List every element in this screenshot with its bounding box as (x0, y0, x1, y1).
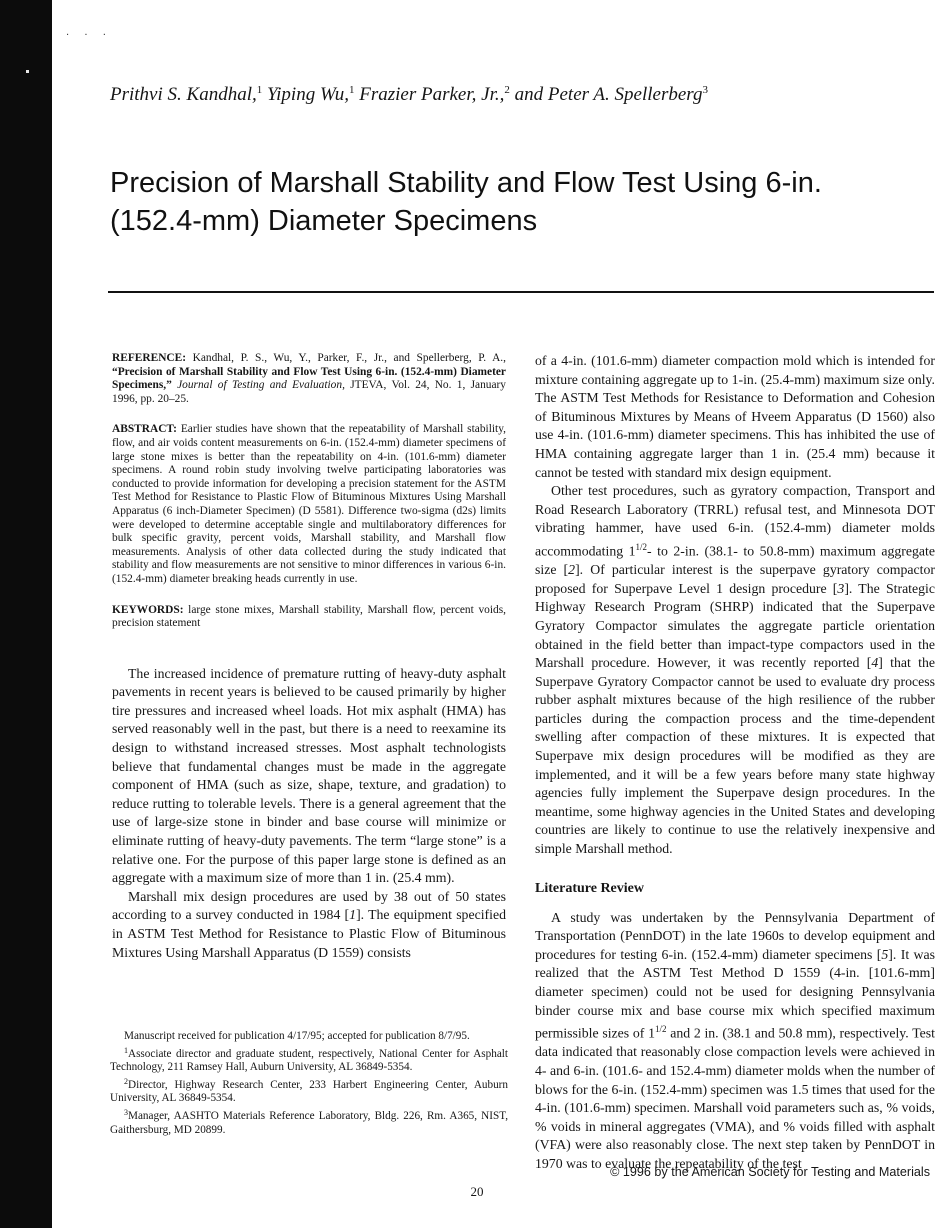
citation-ref: 1 (349, 907, 357, 923)
page-number: 20 (470, 1184, 484, 1199)
binding-speck (26, 70, 29, 73)
footnote-text: Associate director and graduate student, respectively, National Center for Asphalt Technology, 211 Ramsey Hall, Auburn University, AL 36849-5354. (110, 1047, 508, 1074)
paragraph: of a 4-in. (101.6-mm) diameter compaction mold which is intended for mixture containing aggregate up to 1-in. (25.4-mm) maximum size only. The ASTM Test Methods for Resistance to Deformation and Cohesion of Bituminous Mixtures by Means of Hveem Apparatus (D 1560) also use 4-in. (101.6-mm) diameter specimens. This has inhibited the use of HMA containing aggregate larger than 1 in. (25.4 mm) because it cannot be tested with standard mix design equipment. (535, 353, 935, 480)
text-span: Other test procedures, such as gyratory compaction, Transport and Road Research Laboratory (TRRL) refusal test, and Minnesota DOT vibrating hammer, have used 6-in. (152.4-mm) diameter molds accommodating 1 (535, 483, 935, 559)
author-spellerberg: and Peter A. Spellerberg (509, 84, 703, 105)
copyright-notice: © 1996 by the American Society for Testing and Materials (610, 1165, 930, 1179)
footnote-mark: 2 (124, 1076, 128, 1086)
text-span: Marshall mix design procedures are used by 38 out of 50 states according to a survey conducted in 1984 [ (112, 888, 506, 923)
abstract-block (112, 423, 506, 586)
paragraph (535, 909, 935, 1174)
footnote-text: Manager, AASHTO Materials Reference Laboratory, Bldg. 226, Rm. A365, NIST, Gaithersburg, MD 20899. (110, 1109, 508, 1136)
paper-title (110, 164, 890, 240)
citation-ref: 4 (871, 655, 879, 671)
footnote-3 (110, 1106, 508, 1137)
author-parker: Frazier Parker, Jr., (354, 84, 505, 105)
text-span: ]. Of particular interest is the superpave gyratory compactor proposed for Superpave Level 1 design procedure [ (535, 562, 935, 596)
affiliation-mark: 1 (348, 84, 355, 96)
footnote-1 (110, 1044, 508, 1075)
footnotes (110, 1030, 508, 1137)
author-kandhal: Prithvi S. Kandhal, (110, 84, 257, 105)
footnote-mark: 1 (124, 1045, 128, 1055)
reference-block (112, 352, 506, 406)
reference-journal: Journal of Testing and Evaluation, (171, 379, 345, 392)
reference-citation: JTEVA, Vol. 24, No. 1, January 1996, pp. 20–25. (112, 379, 507, 405)
keywords-text: large stone mixes, Marshall stability, Marshall flow, percent voids, precision statement (112, 603, 506, 630)
text-span: ] that the Superpave Gyratory Compactor cannot be used to evaluate dry process rubber asphalt mixtures because of the high resilience of the rubber particles during the compaction process and the time-dependent swelling after compaction of these mixtures. It is expected that Superpave mix design procedures will be modified as they are implemented, and it will be a few years before many state highway agencies fully implement the Superpave design procedures. In the meantime, some highway agencies in the United States and developing countries are likely to continue to use the relatively inexpensive and simple Marshall method. (535, 655, 935, 857)
left-column (112, 352, 506, 962)
left-body (112, 665, 506, 963)
scan-binding-edge (0, 0, 52, 1228)
paragraph: The increased incidence of premature rutting of heavy-duty asphalt pavements in recent years is believed to be caused primarily by higher tire pressures and increased wheel loads. Hot mix asphalt (HMA) has served reasonably well in the past, but there is a need to reexamine its design to withstand increased stresses. Most asphalt technologists believe that fundamental changes must be made in the aggregate component of HMA (such as size, shape, texture, and gradation) to reduce rutting to tolerable levels. There is a general agreement that the use of large-size stone in binder and base course will minimize or eliminate rutting of heavy-duty pavements. The term “large stone” is a relative one. For the purpose of this paper large stone is defined as an aggregate with a maximum size of more than 1 in. (25.4 mm). (112, 665, 506, 886)
affiliation-mark: 1 (256, 84, 263, 96)
title-divider (108, 291, 934, 293)
title-line-1: Precision of Marshall Stability and Flow Test Using 6-in. (110, 167, 822, 199)
scan-specks: · · · (66, 30, 112, 41)
section-heading: Literature Review (535, 880, 644, 896)
text-span: ]. It was realized that the ASTM Test Method D 1559 (4-in. [101.6-mm] diameter specimen) could not be used for designing Pennsylvania binder course mix and base course mix which specified maximum permissible sizes of 1 (535, 946, 935, 1041)
text-span: ]. The Strategic Highway Research Program (SHRP) indicated that the Superpave Gyratory Compactor simulates the aggregate particle orientation obtained in the field better than impact-type compactors used in the Marshall procedure. However, it was recently reported [ (535, 580, 935, 671)
reference-authors: Kandhal, P. S., Wu, Y., Parker, F., Jr., and Spellerberg, P. A., (186, 352, 506, 364)
affiliation-mark: 2 (504, 84, 510, 96)
abstract-label: ABSTRACT: (112, 423, 177, 436)
footnote-2 (110, 1075, 508, 1106)
abstract-text: Earlier studies have shown that the repeatability of Marshall stability, flow, and air voids content measurements on 6-in. (152.4-mm) diameter specimens of large stone mixes is better than the repeatability on 4-in. (101.6-mm) diameter specimens. A round robin study involving twelve participating laboratories was conducted to provide information for developing a precision statement for the ASTM Test Method for Resistance to Plastic Flow of Bituminous Mixtures Using Marshall Apparatus (6 inch-Diameter Specimen) (D 5581). Difference two-sigma (d2s) limits were developed to determine acceptable single and multilaboratory differences for bulk specific gravity, percent voids, Marshall stability, and Marshall flow measurements. Analysis of other data collected during the study indicated that stability and flow measurements are not sensitive to minor differences in various 6-in. (152.4-mm) diameter breaking heads currently in use. (112, 423, 506, 585)
affiliation-mark: 3 (702, 84, 708, 96)
keywords-label: KEYWORDS: (112, 603, 184, 616)
citation-ref: 3 (837, 580, 845, 596)
footnote-mark: 3 (124, 1107, 128, 1117)
paragraph (535, 482, 935, 858)
text-span: - to 2-in. (38.1- to 50.8-mm) maximum aggregate size [ (535, 543, 936, 578)
author-line (110, 84, 910, 106)
paragraph (112, 888, 506, 962)
title-line-2: (152.4-mm) Diameter Specimens (110, 205, 538, 237)
reference-title: “Precision of Marshall Stability and Flow Test Using 6-in. (152.4-mm) Diameter Specimens,” (112, 365, 506, 392)
fraction: 1/2 (635, 541, 648, 552)
keywords-block (112, 604, 506, 631)
text-span: ]. The equipment specified in ASTM Test Method for Resistance to Plastic Flow of Bituminous Mixtures Using Marshall Apparatus (D 1559) consists (112, 907, 506, 960)
fraction: 1/2 (654, 1024, 667, 1035)
right-column (535, 352, 935, 1174)
citation-ref: 5 (881, 946, 889, 962)
citation-ref: 2 (568, 562, 576, 578)
footnote-text: Director, Highway Research Center, 233 Harbert Engineering Center, Auburn University, AL 36849-5354. (110, 1078, 508, 1105)
text-span: A study was undertaken by the Pennsylvania Department of Transportation (PennDOT) in the late 1960s to develop equipment and procedures for testing 6-in. (152.4-mm) diameter specimens [ (535, 909, 935, 962)
author-wu: Yiping Wu, (262, 84, 349, 105)
text-span: and 2 in. (38.1 and 50.8 mm), respectively. Test data indicated that reasonably close compaction levels were achieved in 4- and 6-in. (101.6- and 152.4-mm) diameter molds when the number of blows for the 6-in. (152.4-mm) specimen was 1.5 times that used for the 4-in. (101.6-mm) specimen. Marshall void parameters such as, % voids, % voids in mineral aggregates (VMA), and % voids filled with asphalt (VFA) were also reasonably close. The next step taken by PennDOT in 1970 was to evaluate the repeatability of the test (535, 1025, 935, 1171)
reference-label: REFERENCE: (112, 352, 187, 364)
footnote-received: Manuscript received for publication 4/17/95; accepted for publication 8/7/95. (124, 1030, 470, 1042)
